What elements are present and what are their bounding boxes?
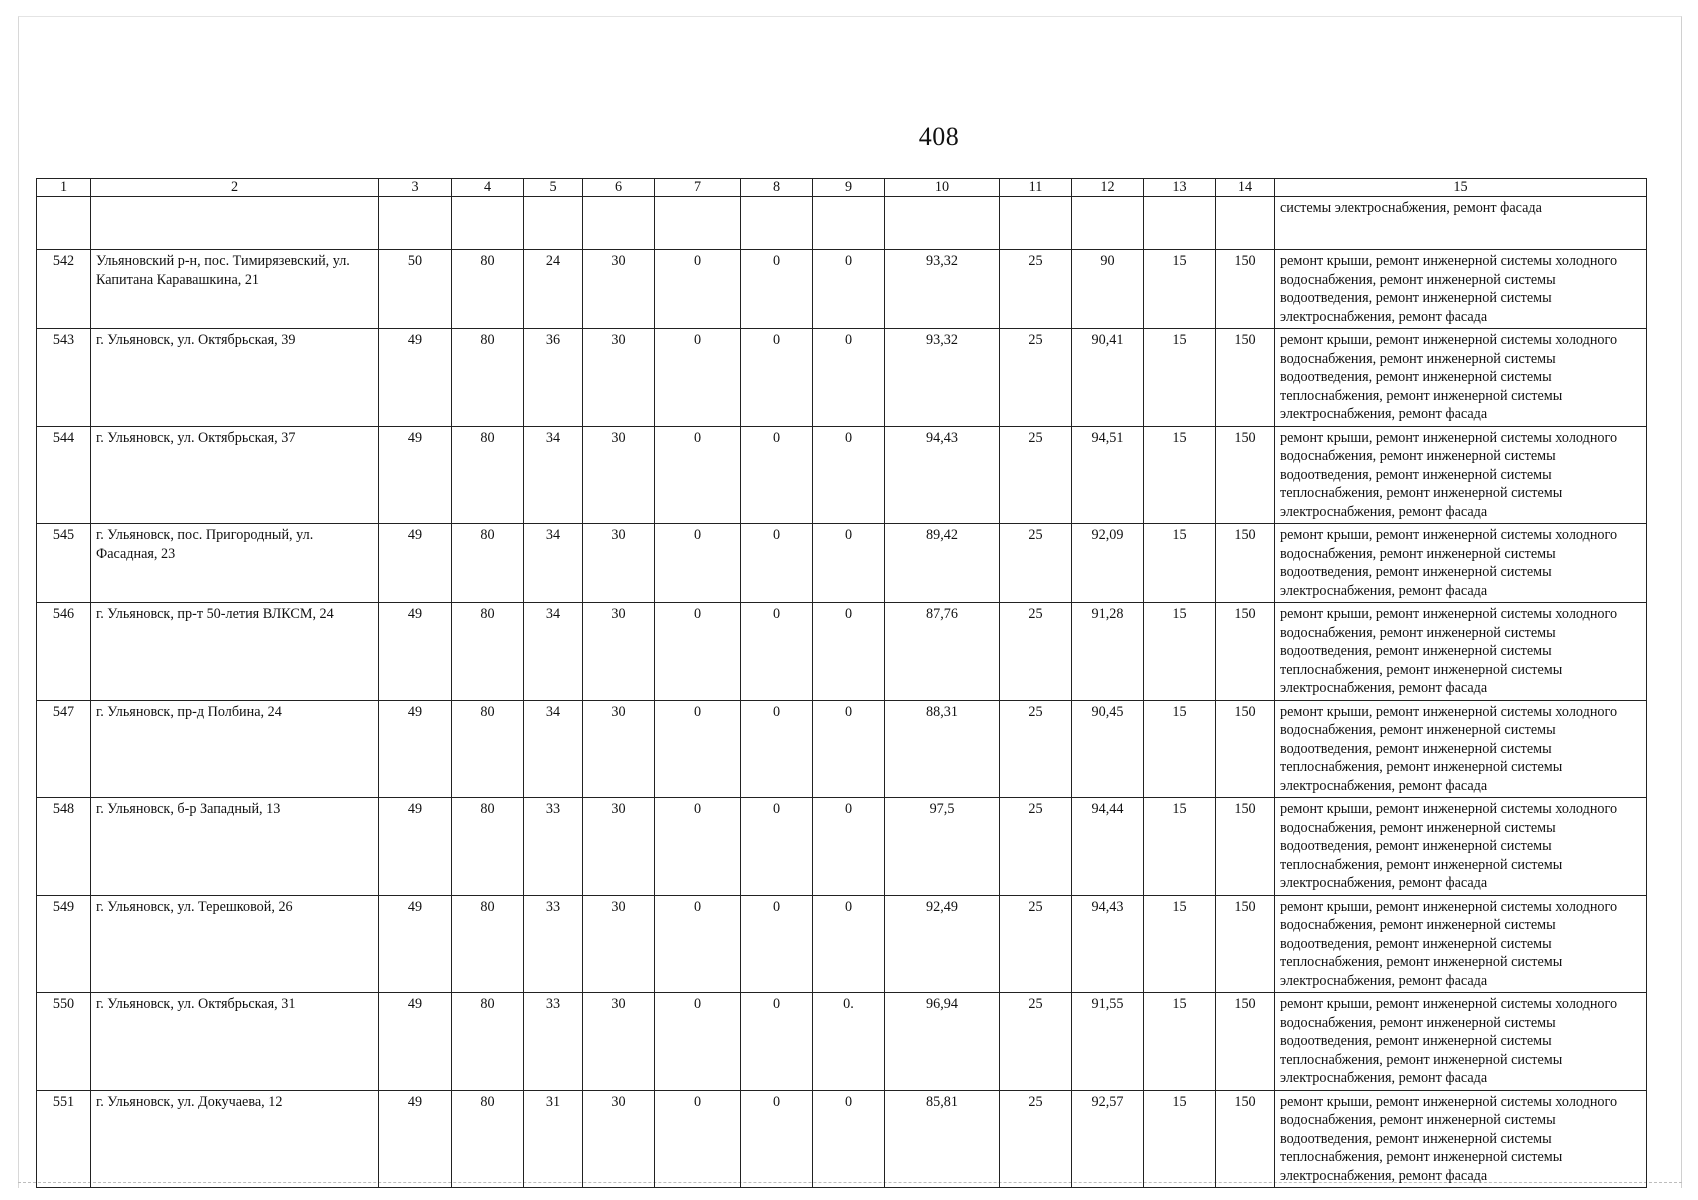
value-cell: 33	[524, 798, 583, 896]
value-cell: 30	[583, 700, 655, 798]
value-cell: 25	[1000, 329, 1072, 427]
value-cell: 25	[1000, 895, 1072, 993]
value-cell: 0	[655, 524, 741, 603]
column-header: 6	[583, 179, 655, 197]
value-cell: 30	[583, 993, 655, 1091]
value-cell: 30	[583, 329, 655, 427]
value-cell: 85,81	[885, 1090, 1000, 1188]
works-cell: ремонт крыши, ремонт инженерной системы холодного водоснабжения, ремонт инженерной системы водоотведения, ремонт инженерной системы теплоснабжения, ремонт инженерной системы электроснабжения, ремонт фасада	[1275, 1090, 1647, 1188]
value-cell: 31	[524, 1090, 583, 1188]
value-cell: 90	[1072, 250, 1144, 329]
value-cell: 25	[1000, 426, 1072, 524]
value-cell: 0	[655, 798, 741, 896]
value-cell: 150	[1216, 993, 1275, 1091]
row-number-cell: 542	[37, 250, 91, 329]
value-cell: 0	[813, 1090, 885, 1188]
value-cell: 49	[379, 700, 452, 798]
value-cell: 15	[1144, 993, 1216, 1091]
works-cell: ремонт крыши, ремонт инженерной системы холодного водоснабжения, ремонт инженерной системы водоотведения, ремонт инженерной системы электроснабжения, ремонт фасада	[1275, 524, 1647, 603]
value-cell: 0	[655, 993, 741, 1091]
column-header: 12	[1072, 179, 1144, 197]
value-cell: 92,57	[1072, 1090, 1144, 1188]
row-number-cell: 543	[37, 329, 91, 427]
column-header: 3	[379, 179, 452, 197]
value-cell: 89,42	[885, 524, 1000, 603]
value-cell: 25	[1000, 603, 1072, 701]
value-cell: 49	[379, 426, 452, 524]
value-cell: 15	[1144, 524, 1216, 603]
value-cell: 15	[1144, 798, 1216, 896]
address-cell: г. Ульяновск, пос. Пригородный, ул. Фасадная, 23	[91, 524, 379, 603]
value-cell: 34	[524, 426, 583, 524]
value-cell: 0	[655, 895, 741, 993]
repair-register-table	[36, 178, 1647, 1188]
value-cell: 0	[813, 798, 885, 896]
table-row	[37, 329, 1647, 427]
value-cell: 0	[813, 524, 885, 603]
column-header: 1	[37, 179, 91, 197]
value-cell: 96,94	[885, 993, 1000, 1091]
table-row	[37, 895, 1647, 993]
value-cell: 0	[813, 250, 885, 329]
row-number-cell: 547	[37, 700, 91, 798]
works-cell: ремонт крыши, ремонт инженерной системы холодного водоснабжения, ремонт инженерной системы водоотведения, ремонт инженерной системы теплоснабжения, ремонт инженерной системы электроснабжения, ремонт фасада	[1275, 426, 1647, 524]
value-cell: 150	[1216, 603, 1275, 701]
value-cell: 80	[452, 1090, 524, 1188]
value-cell: 15	[1144, 329, 1216, 427]
value-cell: 0.	[813, 993, 885, 1091]
table-row	[37, 524, 1647, 603]
value-cell: 24	[524, 250, 583, 329]
value-cell: 97,5	[885, 798, 1000, 896]
value-cell: 0	[741, 993, 813, 1091]
address-cell: г. Ульяновск, ул. Докучаева, 12	[91, 1090, 379, 1188]
works-cell: ремонт крыши, ремонт инженерной системы холодного водоснабжения, ремонт инженерной системы водоотведения, ремонт инженерной системы теплоснабжения, ремонт инженерной системы электроснабжения, ремонт фасада	[1275, 895, 1647, 993]
table-row	[37, 993, 1647, 1091]
row-number-cell: 550	[37, 993, 91, 1091]
works-cell: системы электроснабжения, ремонт фасада	[1275, 197, 1647, 250]
value-cell: 0	[813, 426, 885, 524]
value-cell: 0	[813, 700, 885, 798]
value-cell: 30	[583, 524, 655, 603]
column-header: 2	[91, 179, 379, 197]
works-cell: ремонт крыши, ремонт инженерной системы холодного водоснабжения, ремонт инженерной системы водоотведения, ремонт инженерной системы теплоснабжения, ремонт инженерной системы электроснабжения, ремонт фасада	[1275, 700, 1647, 798]
address-cell: г. Ульяновск, пр-д Полбина, 24	[91, 700, 379, 798]
value-cell: 33	[524, 993, 583, 1091]
value-cell: 33	[524, 895, 583, 993]
column-header: 11	[1000, 179, 1072, 197]
table-row	[37, 1090, 1647, 1188]
value-cell: 25	[1000, 1090, 1072, 1188]
value-cell: 30	[583, 603, 655, 701]
row-number-cell: 548	[37, 798, 91, 896]
value-cell: 30	[583, 250, 655, 329]
column-header: 7	[655, 179, 741, 197]
works-cell: ремонт крыши, ремонт инженерной системы холодного водоснабжения, ремонт инженерной системы водоотведения, ремонт инженерной системы электроснабжения, ремонт фасада	[1275, 250, 1647, 329]
column-header: 5	[524, 179, 583, 197]
works-cell: ремонт крыши, ремонт инженерной системы холодного водоснабжения, ремонт инженерной системы водоотведения, ремонт инженерной системы теплоснабжения, ремонт инженерной системы электроснабжения, ремонт фасада	[1275, 993, 1647, 1091]
row-number-cell: 544	[37, 426, 91, 524]
value-cell: 0	[655, 1090, 741, 1188]
address-cell: г. Ульяновск, ул. Октябрьская, 31	[91, 993, 379, 1091]
works-cell: ремонт крыши, ремонт инженерной системы холодного водоснабжения, ремонт инженерной системы водоотведения, ремонт инженерной системы теплоснабжения, ремонт инженерной системы электроснабжения, ремонт фасада	[1275, 603, 1647, 701]
value-cell: 80	[452, 524, 524, 603]
value-cell: 36	[524, 329, 583, 427]
value-cell: 15	[1144, 895, 1216, 993]
value-cell: 80	[452, 993, 524, 1091]
value-cell: 49	[379, 1090, 452, 1188]
value-cell: 90,45	[1072, 700, 1144, 798]
value-cell: 150	[1216, 426, 1275, 524]
column-header: 10	[885, 179, 1000, 197]
row-number-cell: 549	[37, 895, 91, 993]
value-cell: 150	[1216, 895, 1275, 993]
value-cell: 93,32	[885, 329, 1000, 427]
column-header: 9	[813, 179, 885, 197]
value-cell: 25	[1000, 993, 1072, 1091]
value-cell: 91,28	[1072, 603, 1144, 701]
works-cell: ремонт крыши, ремонт инженерной системы холодного водоснабжения, ремонт инженерной системы водоотведения, ремонт инженерной системы теплоснабжения, ремонт инженерной системы электроснабжения, ремонт фасада	[1275, 798, 1647, 896]
table-row	[37, 426, 1647, 524]
continuation-row	[37, 197, 1647, 250]
works-cell: ремонт крыши, ремонт инженерной системы холодного водоснабжения, ремонт инженерной системы водоотведения, ремонт инженерной системы теплоснабжения, ремонт инженерной системы электроснабжения, ремонт фасада	[1275, 329, 1647, 427]
value-cell: 0	[741, 603, 813, 701]
value-cell: 80	[452, 700, 524, 798]
value-cell: 25	[1000, 250, 1072, 329]
value-cell: 0	[741, 524, 813, 603]
value-cell: 93,32	[885, 250, 1000, 329]
value-cell: 15	[1144, 250, 1216, 329]
value-cell: 25	[1000, 798, 1072, 896]
column-header: 14	[1216, 179, 1275, 197]
value-cell: 0	[741, 426, 813, 524]
column-header: 13	[1144, 179, 1216, 197]
value-cell: 0	[741, 700, 813, 798]
value-cell: 15	[1144, 426, 1216, 524]
value-cell: 34	[524, 603, 583, 701]
value-cell: 92,49	[885, 895, 1000, 993]
value-cell: 25	[1000, 700, 1072, 798]
row-number-cell: 545	[37, 524, 91, 603]
value-cell: 15	[1144, 603, 1216, 701]
address-cell: г. Ульяновск, ул. Октябрьская, 39	[91, 329, 379, 427]
column-header: 15	[1275, 179, 1647, 197]
page-number: 408	[918, 122, 960, 151]
value-cell: 88,31	[885, 700, 1000, 798]
value-cell: 30	[583, 798, 655, 896]
address-cell: г. Ульяновск, пр-т 50-летия ВЛКСМ, 24	[91, 603, 379, 701]
value-cell: 150	[1216, 524, 1275, 603]
address-cell: г. Ульяновск, ул. Терешковой, 26	[91, 895, 379, 993]
value-cell: 0	[655, 426, 741, 524]
value-cell: 0	[655, 329, 741, 427]
address-cell: г. Ульяновск, б-р Западный, 13	[91, 798, 379, 896]
row-number-cell: 546	[37, 603, 91, 701]
value-cell: 92,09	[1072, 524, 1144, 603]
value-cell: 150	[1216, 700, 1275, 798]
value-cell: 49	[379, 524, 452, 603]
value-cell: 34	[524, 524, 583, 603]
value-cell: 94,44	[1072, 798, 1144, 896]
value-cell: 0	[655, 603, 741, 701]
column-header: 8	[741, 179, 813, 197]
value-cell: 25	[1000, 524, 1072, 603]
column-number-row	[37, 179, 1647, 197]
value-cell: 15	[1144, 700, 1216, 798]
value-cell: 15	[1144, 1090, 1216, 1188]
value-cell: 90,41	[1072, 329, 1144, 427]
value-cell: 0	[741, 798, 813, 896]
table-body	[37, 250, 1647, 1188]
value-cell: 49	[379, 329, 452, 427]
value-cell: 80	[452, 603, 524, 701]
value-cell: 0	[741, 329, 813, 427]
value-cell: 30	[583, 426, 655, 524]
value-cell: 80	[452, 798, 524, 896]
value-cell: 150	[1216, 1090, 1275, 1188]
value-cell: 0	[813, 329, 885, 427]
value-cell: 80	[452, 895, 524, 993]
value-cell: 0	[813, 895, 885, 993]
value-cell: 34	[524, 700, 583, 798]
value-cell: 0	[813, 603, 885, 701]
value-cell: 150	[1216, 329, 1275, 427]
value-cell: 0	[741, 250, 813, 329]
value-cell: 49	[379, 798, 452, 896]
address-cell: г. Ульяновск, ул. Октябрьская, 37	[91, 426, 379, 524]
value-cell: 0	[741, 895, 813, 993]
table-row	[37, 700, 1647, 798]
value-cell: 0	[655, 700, 741, 798]
value-cell: 94,43	[885, 426, 1000, 524]
value-cell: 80	[452, 426, 524, 524]
value-cell: 30	[583, 1090, 655, 1188]
column-header: 4	[452, 179, 524, 197]
value-cell: 150	[1216, 798, 1275, 896]
value-cell: 80	[452, 250, 524, 329]
value-cell: 30	[583, 895, 655, 993]
row-number-cell: 551	[37, 1090, 91, 1188]
value-cell: 94,43	[1072, 895, 1144, 993]
value-cell: 49	[379, 993, 452, 1091]
value-cell: 94,51	[1072, 426, 1144, 524]
value-cell: 0	[741, 1090, 813, 1188]
value-cell: 0	[655, 250, 741, 329]
value-cell: 49	[379, 895, 452, 993]
value-cell: 87,76	[885, 603, 1000, 701]
address-cell: Ульяновский р-н, пос. Тимирязевский, ул. Капитана Каравашкина, 21	[91, 250, 379, 329]
value-cell: 80	[452, 329, 524, 427]
value-cell: 50	[379, 250, 452, 329]
table-row	[37, 603, 1647, 701]
table-row	[37, 250, 1647, 329]
value-cell: 150	[1216, 250, 1275, 329]
table-row	[37, 798, 1647, 896]
value-cell: 91,55	[1072, 993, 1144, 1091]
value-cell: 49	[379, 603, 452, 701]
